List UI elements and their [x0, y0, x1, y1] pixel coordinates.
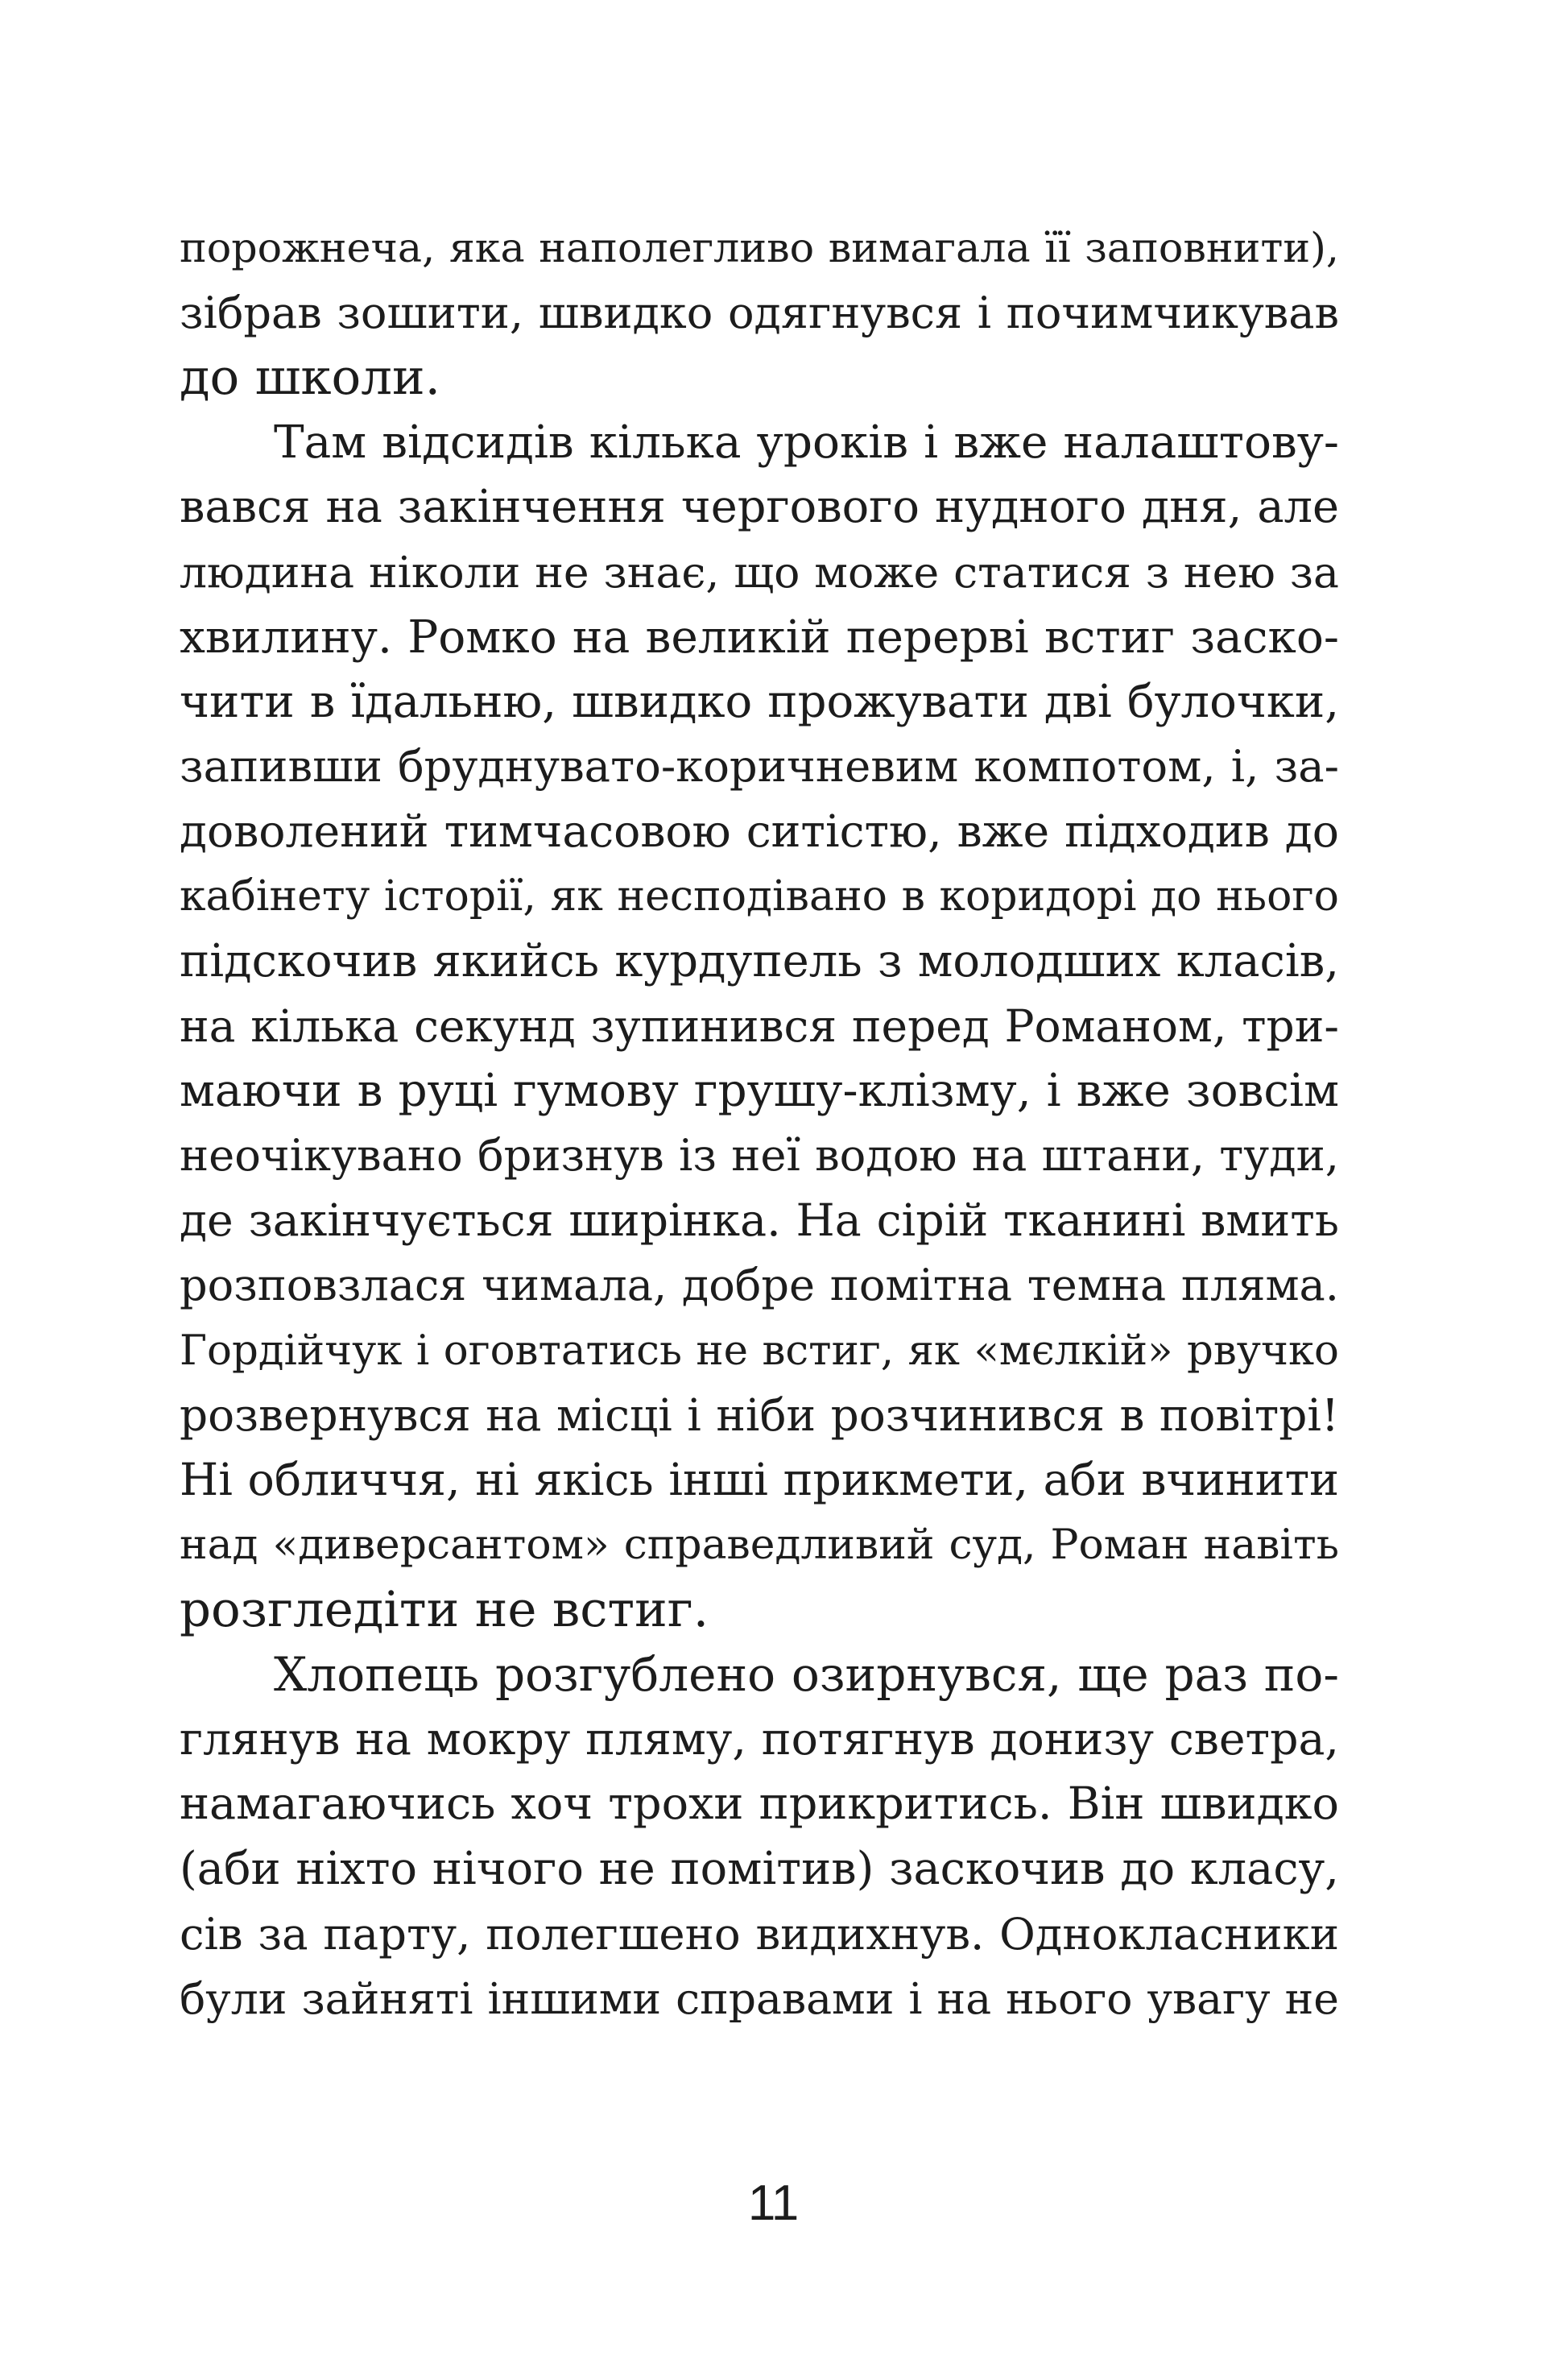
text-line: Хлопець розгублено озирнувся, ще раз по-: [274, 1647, 1339, 1702]
text-line: де закінчується ширінка. На сірій тканині вмить: [180, 1194, 1339, 1247]
text-line: на кілька секунд зупинився перед Романом, три-: [180, 1000, 1339, 1052]
page-number: 11: [747, 2175, 799, 2231]
text-line: маючи в руці гумову грушу-клізму, і вже зовсім: [180, 1064, 1339, 1117]
text-line: (аби ніхто нічого не помітив) заскочив до класу,: [180, 1842, 1339, 1895]
text-line: хвилину. Ромко на великій перерві встиг заско-: [180, 611, 1339, 664]
text-line: розгледіти не встиг.: [180, 1580, 709, 1638]
text-line: неочікувано бризнув із неї водою на штани, туди,: [180, 1130, 1339, 1181]
text-line: глянув на мокру пляму, потягнув донизу светра,: [180, 1713, 1339, 1765]
text-line: порожнеча, яка наполегливо вимагала її заповнити),: [180, 224, 1339, 271]
text-line: розповзлася чимала, добре помітна темна пляма.: [180, 1260, 1339, 1310]
text-line: чити в їдальню, швидко прожувати дві булочки,: [180, 675, 1339, 728]
text-line: вався на закінчення чергового нудного дня, але: [180, 481, 1339, 533]
text-line: підскочив якийсь курдупель з молодших класів,: [180, 934, 1339, 987]
text-line: були зайняті іншими справами і на нього увагу не: [180, 1972, 1339, 2024]
text-line: до школи.: [180, 349, 441, 406]
text-line: людина ніколи не знає, що може статися з нею за: [180, 546, 1339, 598]
text-line: над «диверсантом» справедливий суд, Роман навіть: [180, 1521, 1339, 1569]
text-line: намагаючись хоч трохи прикритись. Він швидко: [180, 1778, 1339, 1830]
text-line: розвернувся на місці і ніби розчинився в повітрі!: [180, 1389, 1339, 1441]
text-line: Там відсидів кілька уроків і вже налаштову-: [274, 416, 1339, 469]
text-line: Гордійчук і оговтатись не встиг, як «мєлкій» рвучко: [180, 1326, 1339, 1375]
text-line: сів за парту, полегшено видихнув. Однокласники: [180, 1908, 1339, 1960]
body-text: [180, 216, 1339, 2031]
text-line: кабінету історії, як несподівано в коридорі до нього: [180, 872, 1339, 921]
text-line: запивши бруднувато-коричневим компотом, і, за-: [180, 741, 1339, 792]
text-line: зібрав зошити, швидко одягнувся і почимчикував: [180, 287, 1339, 338]
text-line: Ні обличчя, ні якісь інші прикмети, аби вчинити: [180, 1454, 1339, 1506]
text-line: доволений тимчасовою ситістю, вже підходив до: [180, 805, 1339, 858]
